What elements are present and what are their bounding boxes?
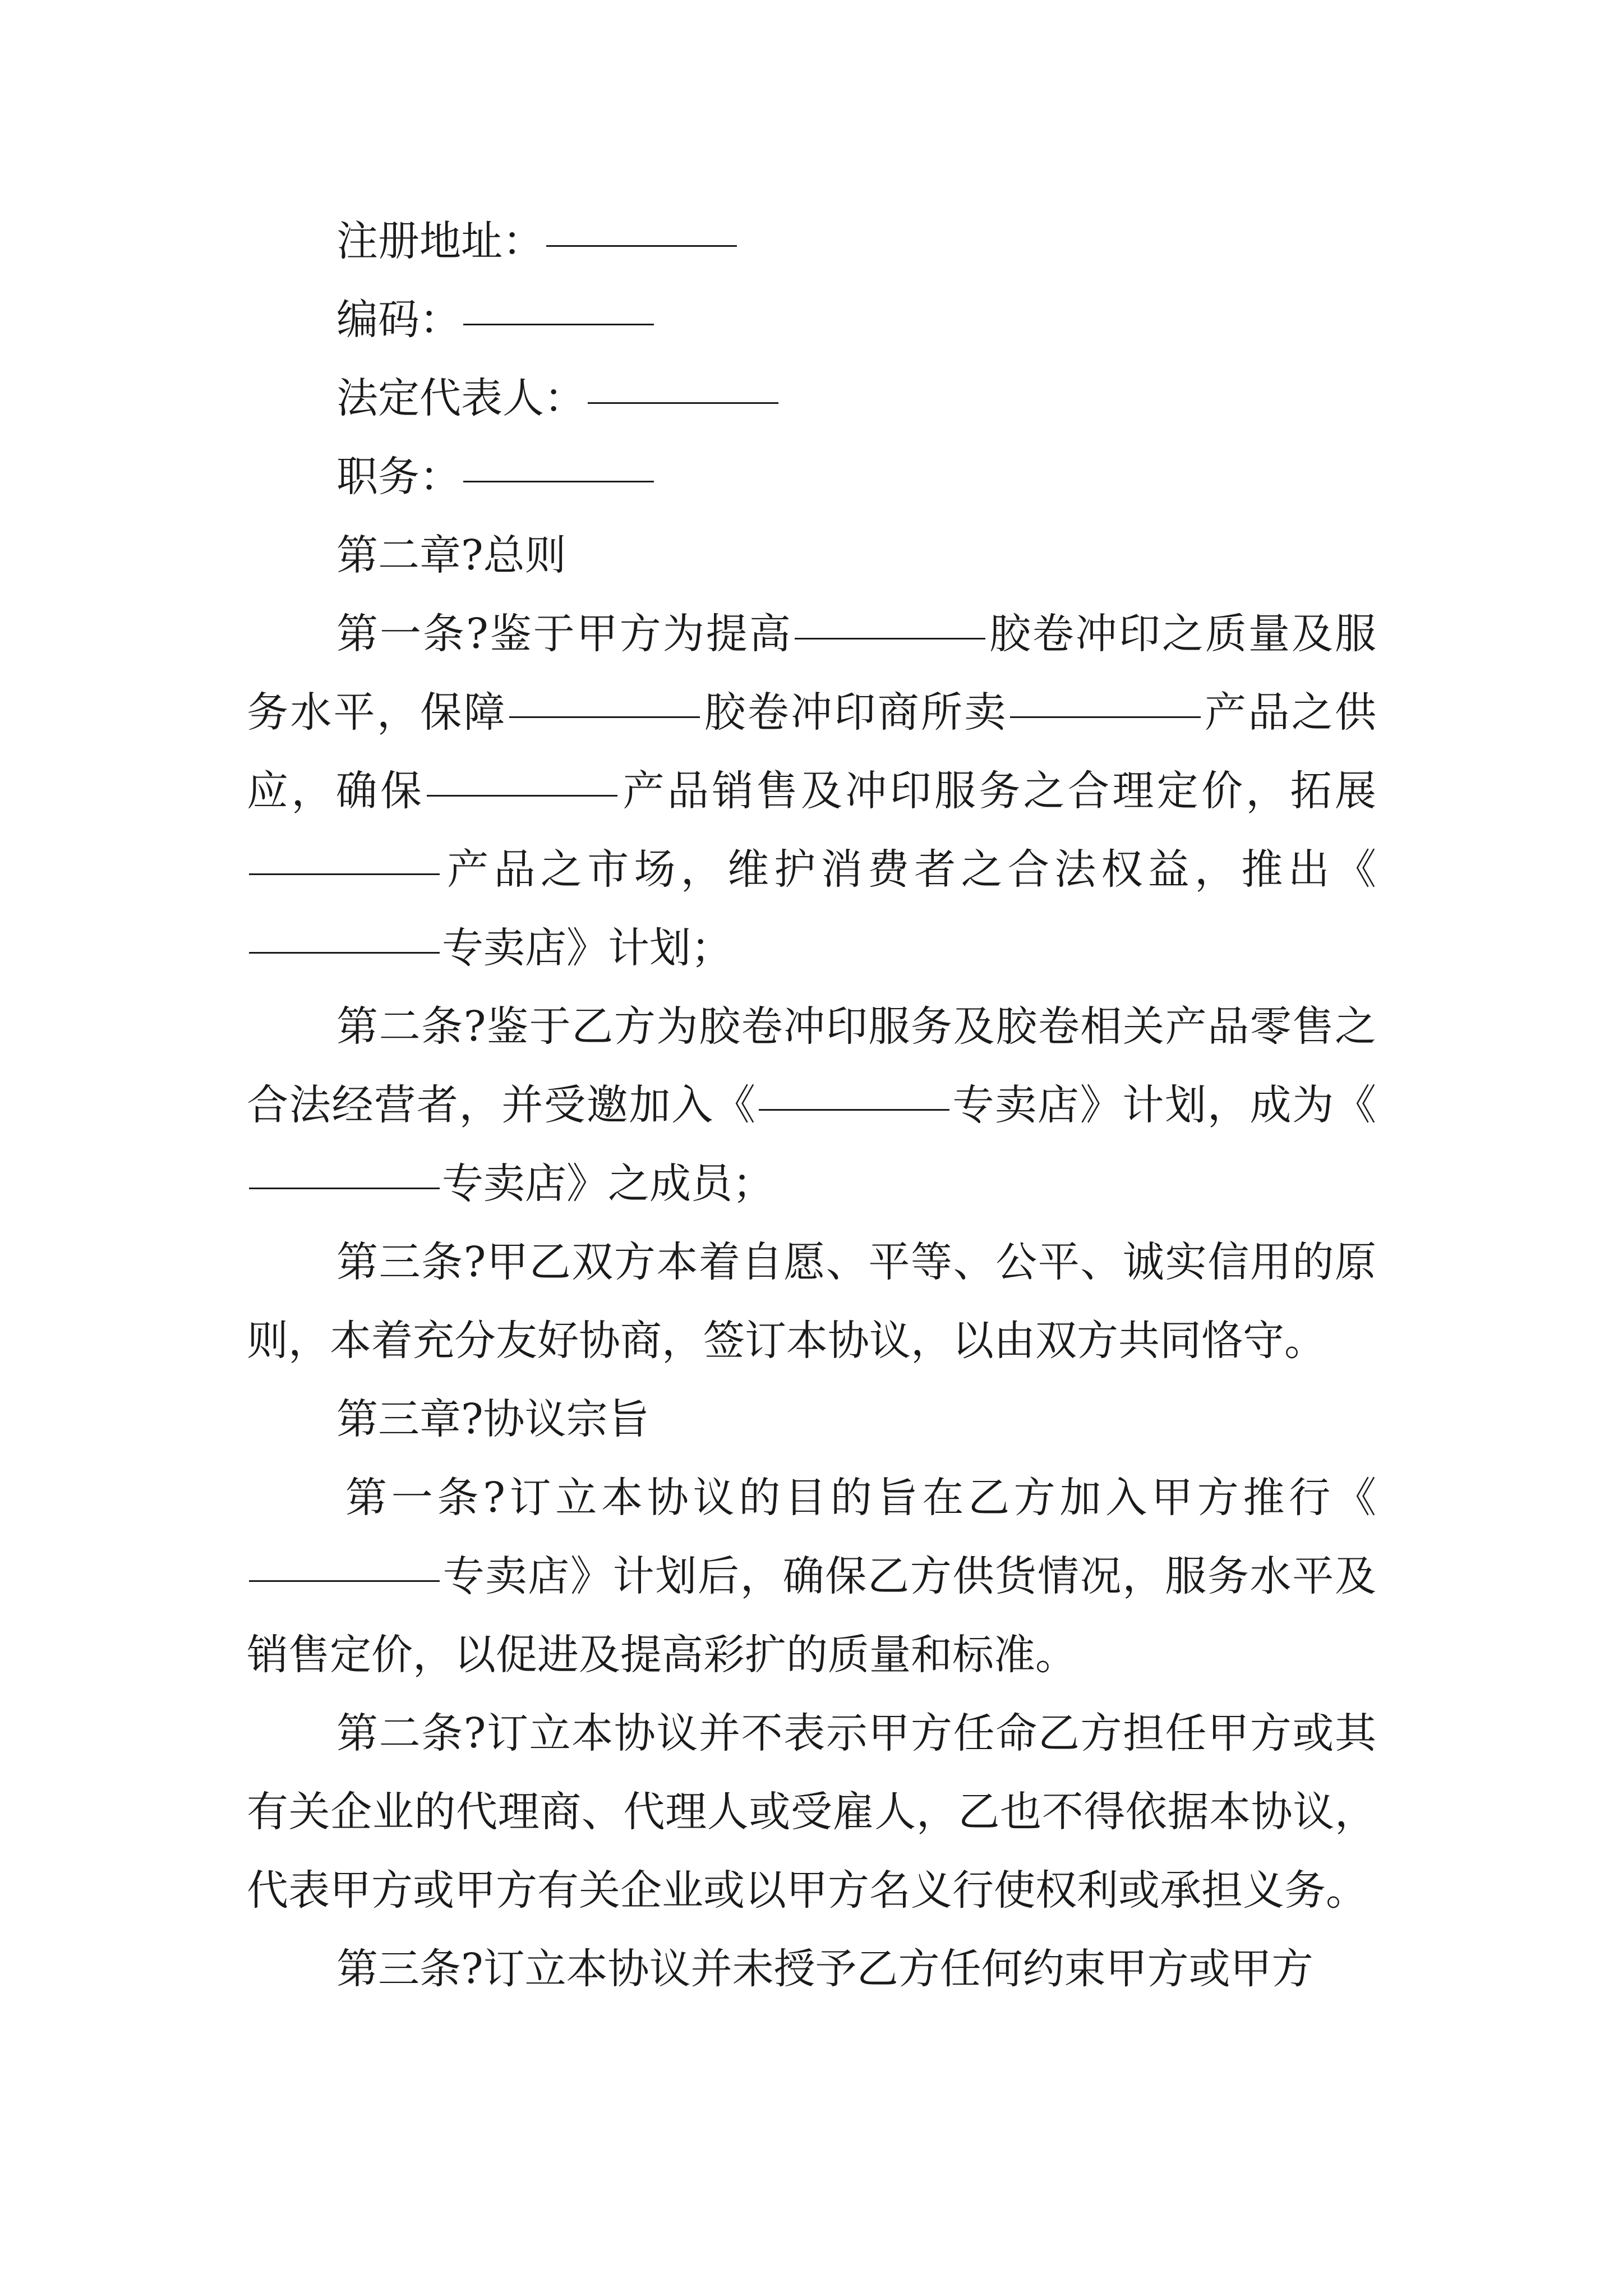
field-label: 注册地址： [336, 217, 544, 265]
blank-line [427, 794, 617, 797]
chapter-3-article-3: 第三条?订立本协议并未授予乙方任何约束甲方或甲方 [336, 1945, 1313, 1993]
document-body [247, 202, 1376, 2008]
blank-line [463, 323, 654, 325]
blank-line [759, 1108, 949, 1111]
blank-line [463, 480, 654, 482]
text-run: 专卖店》计划后，确保乙方供货情况，服务水平及销售定价，以促进及提高彩扩的质量和标准。 [247, 1552, 1376, 1679]
field-label: 法定代表人： [336, 374, 585, 422]
chapter-3-article-2: 第二条?订立本协议并不表示甲方任命乙方担任甲方或其有关企业的代理商、代理人或受雇人，乙也不得依据本协议，代表甲方或甲方有关企业或以甲方名义行使权利或承担义务。 [247, 1709, 1376, 1915]
blank-line [795, 637, 985, 639]
blank-line [509, 716, 700, 718]
postal-code-field [247, 280, 1376, 359]
chapter-2-article-3: 第三条?甲乙双方本着自愿、平等、公平、诚实信用的原则，本着充分友好协商，签订本协议，以由双方共同恪守。 [247, 1238, 1376, 1365]
text-run: 第一条?鉴于甲方为提高 [336, 610, 792, 658]
blank-line [249, 951, 440, 954]
text-run: 专卖店》之成员； [442, 1159, 774, 1208]
text-run: 胶卷冲印之质量及服务水平，保障 [247, 610, 1376, 737]
text-run: 胶卷冲印商所卖 [702, 688, 1008, 737]
blank-line [249, 1580, 440, 1582]
text-run: 产品之供应，确保 [247, 688, 1377, 815]
position-field [247, 438, 1376, 516]
chapter-2-article-1 [247, 595, 1376, 987]
blank-line [249, 873, 440, 875]
text-run: 第二条?鉴于乙方为胶卷冲印服务及胶卷相关产品零售之合法经营者，并受邀加入《 [247, 1002, 1376, 1129]
field-label: 编码： [336, 296, 461, 344]
blank-line [588, 402, 778, 404]
blank-line [1010, 716, 1201, 718]
blank-line [249, 1187, 440, 1189]
chapter-2-heading: 第二章?总则 [336, 531, 566, 579]
text-run: 第一条?订立本协议的目的旨在乙方加入甲方推行《 [345, 1474, 1376, 1522]
text-run: 产品销售及冲印服务之合理定价，拓展 [620, 767, 1377, 815]
text-run: 专卖店》计划； [442, 924, 732, 972]
legal-representative-field [247, 359, 1376, 438]
field-label: 职务： [336, 453, 461, 501]
registered-address-field [247, 202, 1376, 280]
blank-line [546, 245, 737, 247]
text-run: 专卖店》计划，成为《 [951, 1081, 1377, 1129]
chapter-3-heading: 第三章?协议宗旨 [336, 1395, 649, 1443]
text-run: 产品之市场，维护消费者之合法权益，推出《 [442, 845, 1376, 894]
chapter-3-article-1 [247, 1458, 1376, 1694]
chapter-2-article-2 [247, 987, 1376, 1223]
